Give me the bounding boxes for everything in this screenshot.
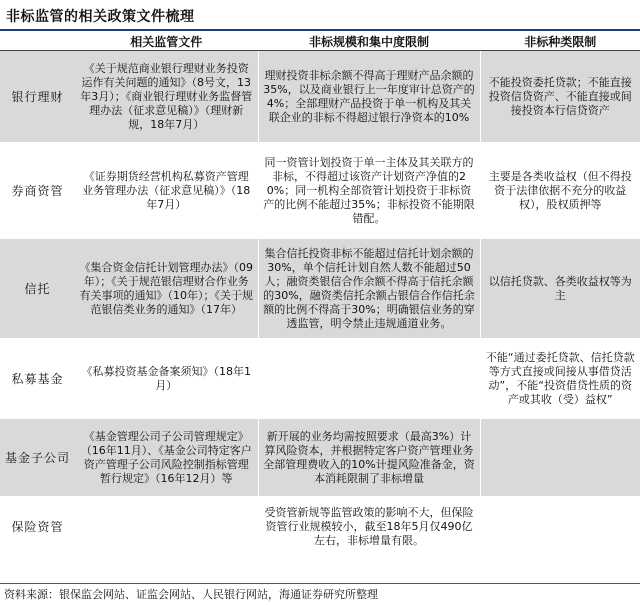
table-row [0,143,640,239]
table-row [0,239,640,339]
type-limit-cell: 主要是各类收益权（但不得投资于法律依据不充分的收益权），股权质押等 [480,143,640,239]
policy-table [0,32,640,557]
header-scale-limit: 非标规模和集中度限制 [258,32,480,51]
table-row [0,51,640,143]
documents-cell [75,497,258,557]
documents-cell: 《关于规范商业银行理财业务投资运作有关问题的通知》（8号文，13年3月）；《商业银行理财业务监督管理办法（征求意见稿）》（理财新规，18年7月） [75,51,258,143]
table-row [0,419,640,497]
documents-cell: 《私募投资基金备案须知》（18年1月） [75,339,258,419]
header-institution [0,32,75,51]
header-type-limit: 非标种类限制 [480,32,640,51]
scale-limit-cell [258,339,480,419]
documents-cell: 《集合资金信托计划管理办法》（09年）；《关于规范银信理财合作业务有关事项的通知》（10年）；《关于规范银信类业务的通知》（17年） [75,239,258,339]
type-limit-cell: 以信托贷款、各类收益权等为主 [480,239,640,339]
scale-limit-cell: 新开展的业务均需按照要求（最高3%）计算风险资本，并根据特定客户资产管理业务全部管理费收入的10%计提风险准备金，资本消耗限制了非标增量 [258,419,480,497]
table-row [0,497,640,557]
type-limit-cell: 不能“通过委托贷款、信托贷款等方式直接或间接从事借贷活动”，不能“投资借贷性质的资产或其收（受）益权” [480,339,640,419]
scale-limit-cell: 同一资管计划投资于单一主体及其关联方的非标，不得超过该资产计划资产净值的20%；同一机构全部资管计划投资于非标资产的比例不能超过35%；非标投资不能期限错配。 [258,143,480,239]
type-limit-cell: 不能投资委托贷款；不能直接投资信贷资产、不能直接或间接投资本行信贷资产 [480,51,640,143]
documents-cell: 《基金管理公司子公司管理规定》（16年11月）、《基金公司特定客户资产管理子公司风险控制指标管理暂行规定》（16年12月）等 [75,419,258,497]
scale-limit-cell: 集合信托投资非标不能超过信托计划余额的30%，单个信托计划自然人数不能超过50人；融资类银信合作余额不得高于信托余额的30%，融资类信托余额占银信合作信托余额的比例不得高于30%；明确银信业务的穿透监管，明令禁止违规通道业务。 [258,239,480,339]
header-documents: 相关监管文件 [75,32,258,51]
documents-cell: 《证券期货经营机构私募资产管理业务管理办法（征求意见稿）》（18年7月） [75,143,258,239]
institution-cell: 券商资管 [0,143,75,239]
scale-limit-cell: 理财投资非标余额不得高于理财产品余额的35%，以及商业银行上一年度审计总资产的4%；全部理财产品投资于单一机构及其关联企业的非标不得超过银行净资本的10% [258,51,480,143]
table-header-row [0,32,640,51]
table-row [0,339,640,419]
bottom-divider [0,583,640,584]
institution-cell: 保险资管 [0,497,75,557]
page-title: 非标监管的相关政策文件梳理 [6,9,195,25]
type-limit-cell [480,497,640,557]
institution-cell: 银行理财 [0,51,75,143]
type-limit-cell [480,419,640,497]
institution-cell: 基金子公司 [0,419,75,497]
source-note: 资料来源：银保监会网站、证监会网站、人民银行网站，海通证券研究所整理 [4,588,378,601]
institution-cell: 信托 [0,239,75,339]
scale-limit-cell: 受资管新规等监管政策的影响不大，但保险资管行业规模较小，截至18年5月仅490亿左右，非标增量有限。 [258,497,480,557]
institution-cell: 私募基金 [0,339,75,419]
title-divider [0,29,640,31]
